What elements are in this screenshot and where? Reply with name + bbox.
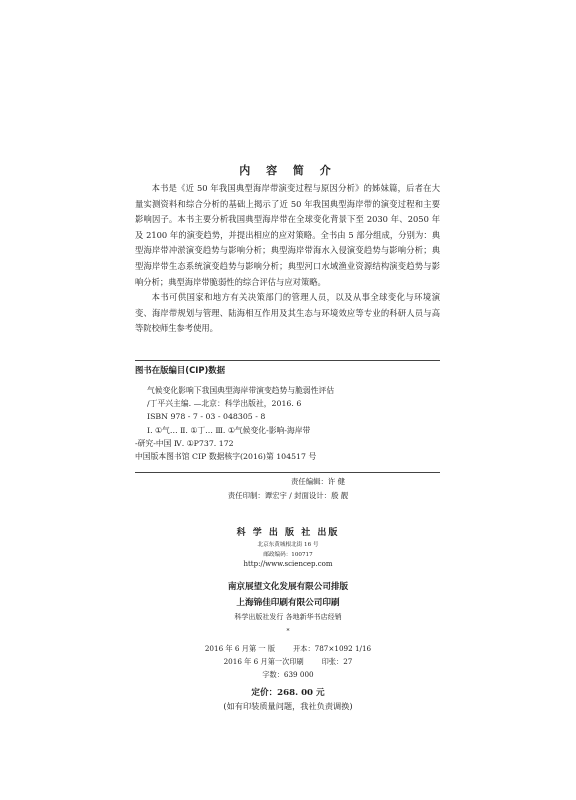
cip-heading: 图书在版编目(CIP)数据 [135,365,226,375]
divider-top [135,360,440,361]
abstract [135,181,440,337]
abstract-paragraph-2: 本书可供国家和地方有关决策部门的管理人员，以及从事全球变化与环境演变、海岸带规划与管理、陆海相互作用及其生态与环境效应等专业的科研人员与高等院校师生参考使用。 [135,292,440,334]
cip-subject-block [135,424,440,450]
publisher-zip: 邮政编码：100717 [263,552,313,558]
print-and-cover-credits: 责任印制：谭宏宇 / 封面设计：殷 靓 [227,491,349,500]
cip-isbn: ISBN 978 - 7 - 03 - 048305 - 8 [147,412,266,421]
separator-star: * [286,628,290,635]
cip-subject-line-2: -研究-中国 Ⅳ. ①P737. 172 [135,439,234,448]
edition-line-2 [0,657,576,667]
page-title: 内 容 简 介 [239,164,337,177]
divider-bottom [135,472,440,473]
format: 开本：787×1092 1/16 [293,644,372,653]
printing-date: 2016 年 6 月第一次印刷 [223,657,304,666]
printer: 上海锦佳印刷有限公司印刷 [236,598,340,608]
cip-title-line-1: 气候变化影响下我国典型海岸带演变趋势与脆弱性评估 [147,386,335,395]
typesetter: 南京展望文化发展有限公司排版 [227,582,349,592]
edition-date: 2016 年 6 月第 一 版 [204,644,276,653]
cip-subject-line-1: Ⅰ. ①气… Ⅱ. ①丁… Ⅲ. ①气候变化-影响-海岸带 [147,426,311,435]
cip-title-line-2: /丁平兴主编. —北京：科学出版社，2016. 6 [147,399,302,408]
sheets: 印张：27 [321,657,353,666]
word-count: 字数：639 000 [262,670,314,679]
publisher-url: http://www.sciencep.com [243,560,333,568]
price: 定价：268. 00 元 [251,688,325,698]
publisher-name: 科 学 出 版 社 出版 [236,528,340,538]
abstract-paragraph-1: 本书是《近 50 年我国典型海岸带演变过程与原因分析》的姊妹篇，后者在大量实测资料和综合分析的基础上揭示了近 50 年我国典型海岸带的演变过程和主要影响因子。本书主要分析我国典型海岸带在全球变化背景下至 2030 年、2050 年及 2100 年的演变趋势，并提出相应的应对策略。全书由 5 部分组成，分别为：典型海岸带冲淤演变趋势与影响分析；典型海岸带海水入侵演变趋势与影响分析；典型海岸带生态系统演变趋势与影响分析；典型河口水域渔业资源结构演变趋势与影响分析；典型海岸带脆弱性的综合评估与应对策略。 [135,183,440,287]
edition-line-1 [0,644,576,654]
cip-title-block [135,384,440,423]
distribution: 科学出版社发行 各地新华书店经销 [234,613,342,621]
cip-record: 中国版本图书馆 CIP 数据核字(2016)第 104517 号 [135,452,317,461]
publisher-address: 北京东黄城根北街 16 号 [257,542,319,548]
responsible-editor: 责任编辑：许 健 [290,477,346,486]
quality-note: (如有印装质量问题，我社负责调换) [223,701,353,711]
